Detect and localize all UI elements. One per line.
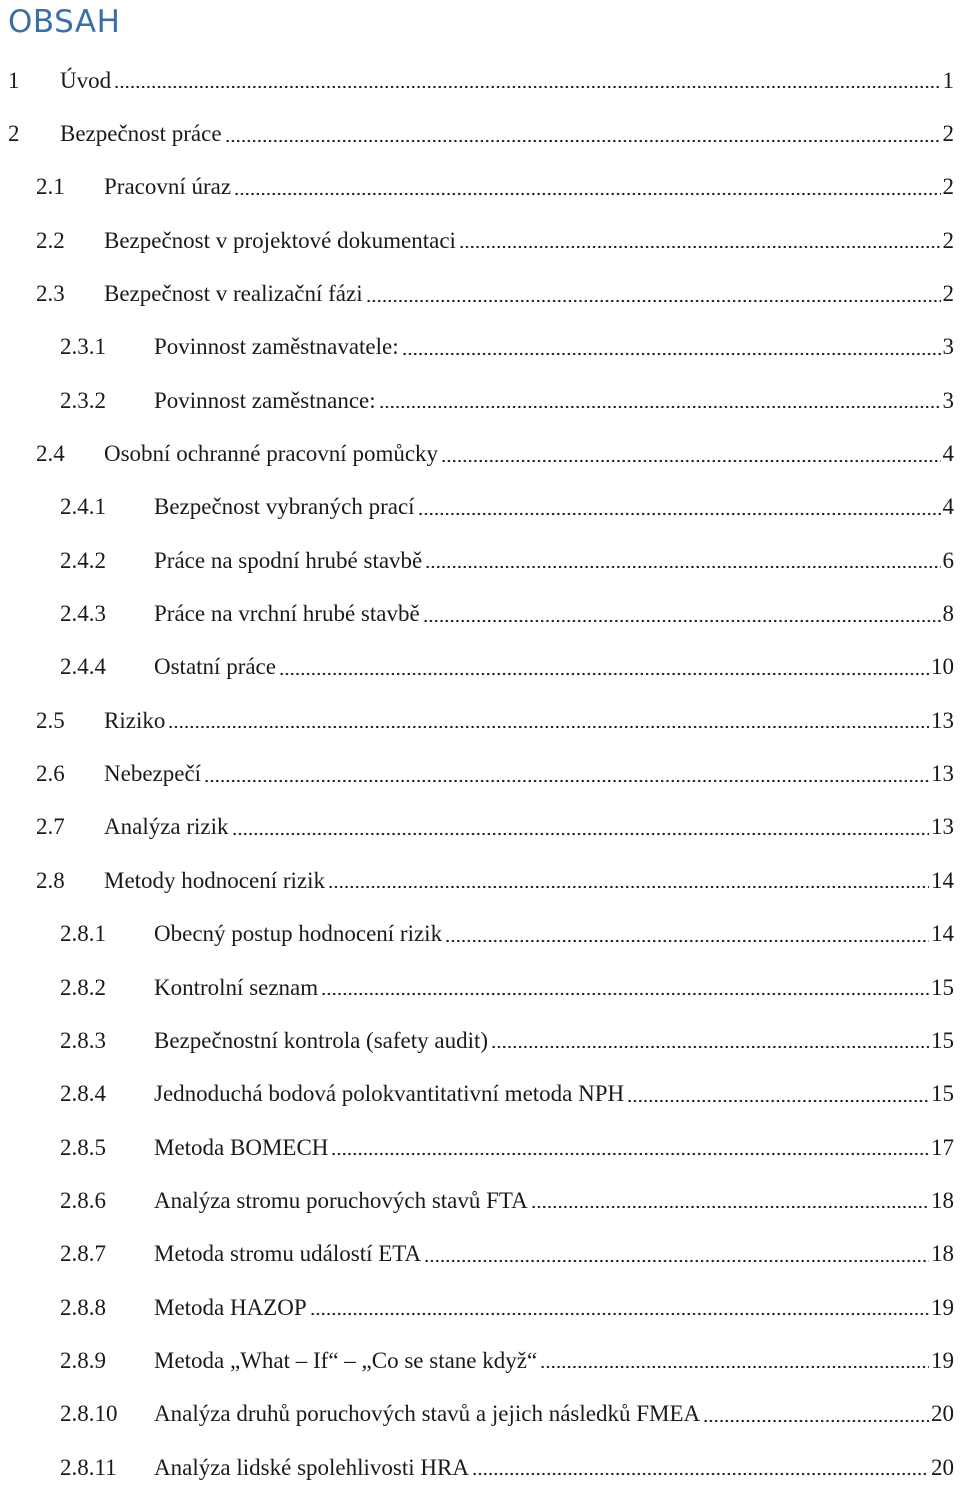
toc-entry[interactable] xyxy=(0,1441,960,1494)
toc-entry-number: 2.6 xyxy=(36,761,65,787)
toc-entry[interactable] xyxy=(0,374,960,427)
toc-entry-title[interactable]: Bezpečnost v realizační fázi xyxy=(104,281,363,307)
dot-leader xyxy=(402,336,941,359)
toc-entry-number: 2.3.1 xyxy=(60,334,106,360)
toc-entry-page-number[interactable]: 19 xyxy=(931,1294,954,1320)
toc-entry-title[interactable]: Práce na vrchní hrubé stavbě xyxy=(154,601,420,627)
toc-entry-number: 2.4.1 xyxy=(60,494,106,520)
toc-entry-title[interactable]: Pracovní úraz xyxy=(104,174,232,200)
toc-entry-title[interactable]: Analýza rizik xyxy=(104,814,229,840)
toc-entry-page-number[interactable]: 20 xyxy=(931,1454,954,1480)
toc-entry-title[interactable]: Analýza stromu poruchových stavů FTA xyxy=(154,1187,528,1213)
toc-entry-title[interactable]: Ostatní práce xyxy=(154,654,276,680)
toc-entry-number: 2.3.2 xyxy=(60,387,106,413)
toc-entry-number: 2.8.11 xyxy=(60,1454,117,1480)
dot-leader xyxy=(627,1083,929,1106)
toc-entry-page-number[interactable]: 4 xyxy=(942,494,954,520)
toc-entry-page-number[interactable]: 18 xyxy=(931,1241,954,1267)
dot-leader xyxy=(379,389,941,412)
toc-entry-title[interactable]: Metody hodnocení rizik xyxy=(104,867,326,893)
toc-entry-title[interactable]: Metoda stromu událostí ETA xyxy=(154,1241,422,1267)
toc-entry-number: 2.8.8 xyxy=(60,1294,106,1320)
dot-leader xyxy=(425,549,940,572)
toc-entry-number: 2.8.1 xyxy=(60,921,106,947)
toc-entry-page-number[interactable]: 2 xyxy=(942,174,954,200)
dot-leader xyxy=(232,816,929,839)
toc-entry-page-number[interactable]: 1 xyxy=(942,67,954,93)
toc-entry-number: 1 xyxy=(8,67,20,93)
toc-entry-number: 2.4.4 xyxy=(60,654,106,680)
toc-entry[interactable] xyxy=(0,801,960,854)
toc-entry-title[interactable]: Osobní ochranné pracovní pomůcky xyxy=(104,441,439,467)
toc-entry-number: 2.2 xyxy=(36,227,65,253)
dot-leader xyxy=(703,1403,929,1426)
toc-entry-page-number[interactable]: 2 xyxy=(942,121,954,147)
dot-leader xyxy=(540,1349,929,1372)
toc-entry[interactable] xyxy=(0,427,960,480)
toc-entry-number: 2.5 xyxy=(36,707,65,733)
toc-entry-title[interactable]: Povinnost zaměstnavatele: xyxy=(154,334,399,360)
toc-entry-title[interactable]: Povinnost zaměstnance: xyxy=(154,387,376,413)
dot-leader xyxy=(321,976,929,999)
toc-heading: OBSAH xyxy=(8,4,121,40)
toc-entry-number: 2.7 xyxy=(36,814,65,840)
toc-entry-page-number[interactable]: 17 xyxy=(931,1134,954,1160)
dot-leader xyxy=(445,923,929,946)
toc-list xyxy=(0,54,960,1494)
dot-leader xyxy=(331,1136,929,1159)
toc-entry[interactable] xyxy=(0,1174,960,1227)
dot-leader xyxy=(279,656,929,679)
dot-leader xyxy=(441,443,940,466)
dot-leader xyxy=(310,1296,929,1319)
toc-entry-title[interactable]: Práce na spodní hrubé stavbě xyxy=(154,547,423,573)
toc-entry-page-number[interactable]: 14 xyxy=(931,867,954,893)
dot-leader xyxy=(459,229,941,252)
toc-entry-title[interactable]: Bezpečnostní kontrola (safety audit) xyxy=(154,1027,489,1053)
toc-entry-title[interactable]: Analýza druhů poruchových stavů a jejich následků FMEA xyxy=(154,1401,701,1427)
toc-entry-number: 2.4.2 xyxy=(60,547,106,573)
dot-leader xyxy=(225,123,941,146)
toc-entry-number: 2.8.6 xyxy=(60,1187,106,1213)
toc-entry-page-number[interactable]: 18 xyxy=(931,1187,954,1213)
toc-entry-page-number[interactable]: 13 xyxy=(931,707,954,733)
dot-leader xyxy=(168,709,929,732)
dot-leader xyxy=(114,69,940,92)
toc-entry[interactable] xyxy=(0,1388,960,1441)
toc-entry[interactable] xyxy=(0,107,960,160)
toc-entry-page-number[interactable]: 6 xyxy=(942,547,954,573)
toc-entry[interactable] xyxy=(0,481,960,534)
toc-entry-page-number[interactable]: 3 xyxy=(942,334,954,360)
dot-leader xyxy=(472,1456,929,1479)
toc-entry-title[interactable]: Analýza lidské spolehlivosti HRA xyxy=(154,1454,469,1480)
toc-entry-page-number[interactable]: 3 xyxy=(942,387,954,413)
toc-entry-number: 2.8.9 xyxy=(60,1347,106,1373)
toc-entry-page-number[interactable]: 14 xyxy=(931,921,954,947)
dot-leader xyxy=(531,1189,929,1212)
toc-entry[interactable] xyxy=(0,1281,960,1334)
toc-entry-title[interactable]: Jednoduchá bodová polokvantitativní metoda NPH xyxy=(154,1081,625,1107)
dot-leader xyxy=(234,176,940,199)
toc-entry[interactable] xyxy=(0,214,960,267)
toc-entry-page-number[interactable]: 4 xyxy=(942,441,954,467)
toc-entry[interactable] xyxy=(0,747,960,800)
toc-entry-page-number[interactable]: 15 xyxy=(931,974,954,1000)
toc-entry-number: 2.8.5 xyxy=(60,1134,106,1160)
toc-entry-title[interactable]: Metoda BOMECH xyxy=(154,1134,329,1160)
toc-entry[interactable] xyxy=(0,908,960,961)
dot-leader xyxy=(366,283,941,306)
toc-entry-title[interactable]: Kontrolní seznam xyxy=(154,974,319,1000)
toc-entry-title[interactable]: Bezpečnost práce xyxy=(60,121,222,147)
dot-leader xyxy=(424,1243,929,1266)
toc-entry[interactable] xyxy=(0,321,960,374)
toc-entry[interactable] xyxy=(0,1121,960,1174)
toc-entry[interactable] xyxy=(0,1334,960,1387)
toc-entry[interactable] xyxy=(0,694,960,747)
toc-entry-page-number[interactable]: 20 xyxy=(931,1401,954,1427)
toc-entry[interactable] xyxy=(0,854,960,907)
toc-entry-title[interactable]: Metoda HAZOP xyxy=(154,1294,307,1320)
toc-entry-page-number[interactable]: 19 xyxy=(931,1347,954,1373)
toc-entry-number: 2.8.10 xyxy=(60,1401,118,1427)
toc-entry-page-number[interactable]: 10 xyxy=(931,654,954,680)
toc-entry-page-number[interactable]: 2 xyxy=(942,227,954,253)
toc-entry[interactable] xyxy=(0,1068,960,1121)
toc-entry-page-number[interactable]: 13 xyxy=(931,814,954,840)
toc-entry-number: 2.8.4 xyxy=(60,1081,106,1107)
toc-entry[interactable] xyxy=(0,587,960,640)
toc-entry-number: 2.3 xyxy=(36,281,65,307)
toc-entry-number: 2 xyxy=(8,121,20,147)
toc-entry-number: 2.8 xyxy=(36,867,65,893)
toc-entry-page-number[interactable]: 15 xyxy=(931,1081,954,1107)
toc-entry[interactable] xyxy=(0,534,960,587)
dot-leader xyxy=(204,763,929,786)
toc-entry-page-number[interactable]: 2 xyxy=(942,281,954,307)
toc-entry-number: 2.8.7 xyxy=(60,1241,106,1267)
toc-entry-title[interactable]: Metoda „What – If“ – „Co se stane když“ xyxy=(154,1347,538,1373)
toc-entry-title[interactable]: Nebezpečí xyxy=(104,761,202,787)
toc-entry[interactable] xyxy=(0,641,960,694)
toc-entry[interactable] xyxy=(0,161,960,214)
toc-entry-page-number[interactable]: 8 xyxy=(942,601,954,627)
toc-entry-number: 2.4 xyxy=(36,441,65,467)
toc-entry-title[interactable]: Obecný postup hodnocení rizik xyxy=(154,921,443,947)
dot-leader xyxy=(418,496,941,519)
toc-entry-number: 2.1 xyxy=(36,174,65,200)
toc-entry-title[interactable]: Bezpečnost v projektové dokumentaci xyxy=(104,227,456,253)
toc-entry[interactable] xyxy=(0,267,960,320)
dot-leader xyxy=(423,603,941,626)
toc-entry-number: 2.8.2 xyxy=(60,974,106,1000)
toc-entry-title[interactable]: Bezpečnost vybraných prací xyxy=(154,494,415,520)
toc-entry[interactable] xyxy=(0,54,960,107)
dot-leader xyxy=(491,1029,929,1052)
toc-entry-number: 2.4.3 xyxy=(60,601,106,627)
toc-entry-title[interactable]: Úvod xyxy=(60,67,112,93)
toc-entry-number: 2.8.3 xyxy=(60,1027,106,1053)
toc-entry-page-number[interactable]: 13 xyxy=(931,761,954,787)
dot-leader xyxy=(328,869,929,892)
toc-entry[interactable] xyxy=(0,961,960,1014)
toc-entry[interactable] xyxy=(0,1228,960,1281)
toc-entry[interactable] xyxy=(0,1014,960,1067)
toc-entry-page-number[interactable]: 15 xyxy=(931,1027,954,1053)
toc-entry-title[interactable]: Riziko xyxy=(104,707,166,733)
